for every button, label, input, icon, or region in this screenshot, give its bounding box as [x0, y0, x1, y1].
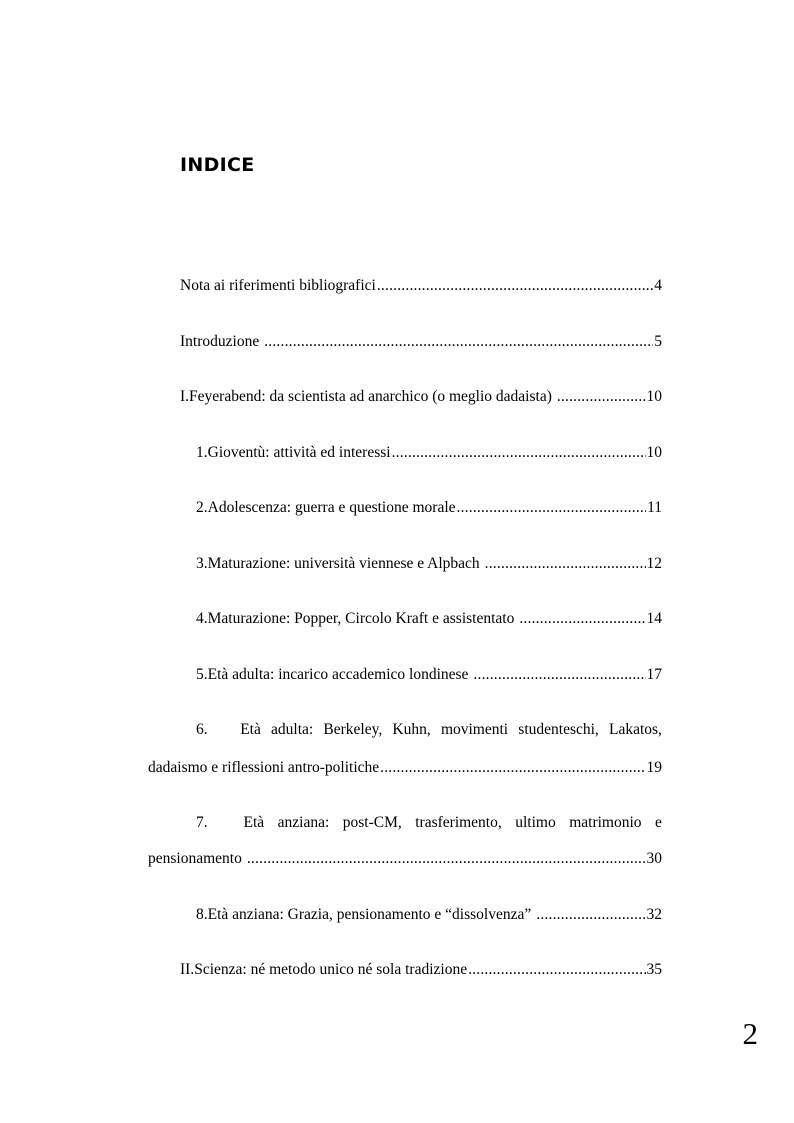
- toc-page: 30: [646, 850, 662, 867]
- toc-entry-nota[interactable]: [180, 277, 662, 295]
- leader-dots: [473, 666, 645, 684]
- toc-label: Età anziana: Grazia, pensionamento e “dissolvenza”: [207, 906, 532, 923]
- toc-label: dadaismo e riflessioni antro-politiche: [148, 759, 380, 776]
- leader-dots: [557, 388, 646, 406]
- toc-number: 1.: [196, 444, 208, 461]
- toc-page: 11: [647, 499, 662, 516]
- toc-entry-section-7-line2[interactable]: [148, 850, 662, 868]
- toc-page: 32: [646, 906, 662, 923]
- toc-label: Nota ai riferimenti bibliografici: [180, 277, 376, 294]
- toc-number: 5.: [196, 666, 208, 683]
- toc-word: e: [655, 814, 662, 831]
- toc-page: 10: [646, 444, 662, 461]
- toc-entry-section-5[interactable]: [196, 666, 662, 684]
- toc-number: 4.: [196, 610, 208, 627]
- toc-label: Maturazione: università viennese e Alpbach: [207, 555, 480, 572]
- toc-entry-chapter-2[interactable]: [180, 961, 662, 979]
- leader-dots: [247, 850, 646, 868]
- toc-page: 35: [646, 961, 662, 978]
- toc-word: adulta:: [271, 721, 314, 738]
- toc-word: Lakatos,: [608, 721, 662, 738]
- toc-entry-introduzione[interactable]: [180, 333, 662, 351]
- leader-dots: [519, 610, 645, 628]
- leader-dots: [536, 906, 645, 924]
- toc-page: 14: [646, 610, 662, 627]
- toc-word: trasferimento,: [415, 814, 502, 831]
- toc-label: pensionamento: [148, 850, 242, 867]
- toc-page: 19: [646, 759, 662, 776]
- toc-entry-section-2[interactable]: [196, 499, 662, 517]
- toc-number: I.: [180, 388, 190, 405]
- page-number: 2: [742, 1016, 758, 1051]
- toc-number: 2.: [196, 499, 208, 516]
- toc-word: studenteschi,: [518, 721, 599, 738]
- toc-word: Kuhn,: [392, 721, 431, 738]
- toc-label: Feyerabend: da scientista ad anarchico (o meglio dadaista): [189, 388, 552, 405]
- leader-dots: [468, 961, 645, 979]
- toc-word: anziana:: [277, 814, 330, 831]
- toc-label: Maturazione: Popper, Circolo Kraft e assistentato: [207, 610, 515, 627]
- toc-page: 12: [646, 555, 662, 572]
- toc-entry-section-3[interactable]: [196, 555, 662, 573]
- toc-page: 17: [646, 666, 662, 683]
- toc-entry-section-4[interactable]: [196, 610, 662, 628]
- leader-dots: [264, 333, 653, 351]
- toc-number: 7.: [196, 814, 208, 831]
- toc-label: Gioventù: attività ed interessi: [207, 444, 391, 461]
- toc-page: 10: [646, 388, 662, 405]
- toc-word: post-CM,: [342, 814, 402, 831]
- toc-number: 3.: [196, 555, 208, 572]
- toc-label: Scienza: né metodo unico né sola tradizione: [194, 961, 468, 978]
- toc-word: movimenti: [440, 721, 509, 738]
- leader-dots: [377, 277, 653, 295]
- toc-word: Età: [240, 721, 261, 738]
- toc-entry-section-6-line1[interactable]: [196, 721, 662, 739]
- leader-dots: [457, 499, 647, 517]
- toc-word: Età: [243, 814, 265, 831]
- toc-word: Berkeley,: [323, 721, 383, 738]
- toc-number: 8.: [196, 906, 208, 923]
- toc-page: 4: [654, 277, 662, 294]
- toc-entry-section-8[interactable]: [196, 906, 662, 924]
- toc-entry-section-6-line2[interactable]: [148, 759, 662, 777]
- page-title: INDICE: [180, 154, 255, 176]
- toc-word: ultimo: [515, 814, 556, 831]
- toc-number: 6.: [196, 721, 208, 738]
- toc-page: 5: [654, 333, 662, 350]
- toc-entry-chapter-1[interactable]: [180, 388, 662, 406]
- toc-label: Adolescenza: guerra e questione morale: [207, 499, 456, 516]
- leader-dots: [485, 555, 646, 573]
- toc-label: Età adulta: incarico accademico londinese: [207, 666, 469, 683]
- leader-dots: [380, 759, 645, 777]
- toc-word: matrimonio: [569, 814, 642, 831]
- leader-dots: [392, 444, 646, 462]
- toc-entry-section-7-line1[interactable]: [196, 814, 662, 832]
- toc-entry-section-1[interactable]: [196, 444, 662, 462]
- toc-number: II.: [180, 961, 195, 978]
- toc-label: Introduzione: [180, 333, 260, 350]
